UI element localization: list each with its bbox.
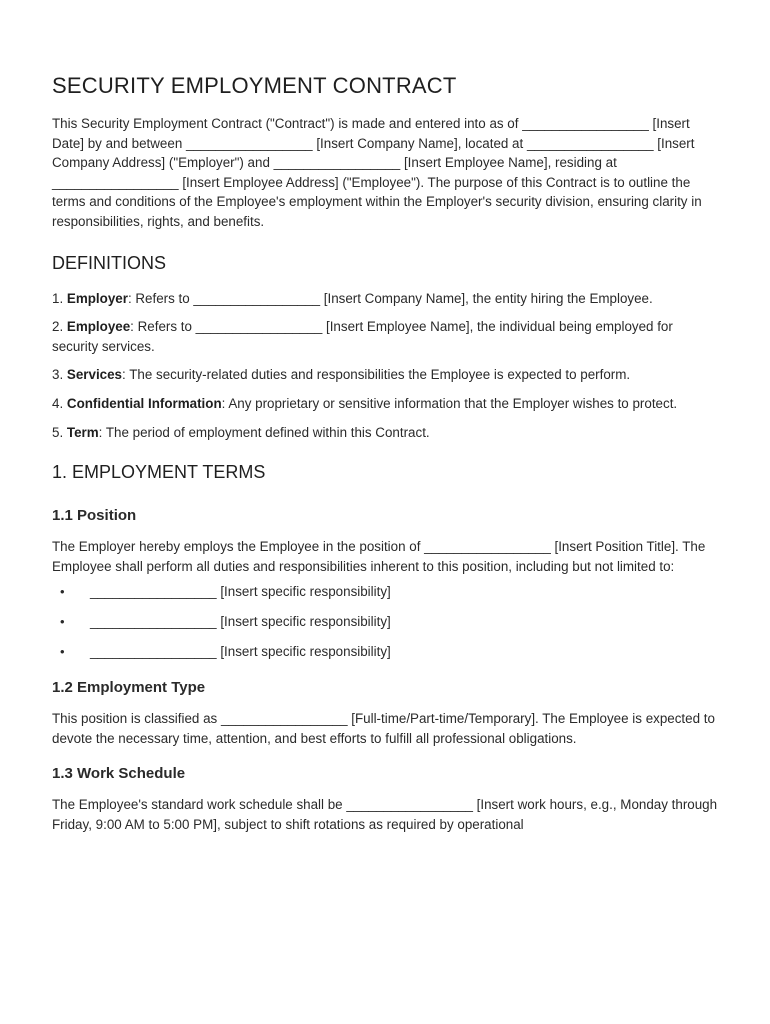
definition-number: 5.: [52, 424, 64, 440]
work-schedule-heading: 1.3 Work Schedule: [52, 765, 186, 783]
definition-item: [52, 365, 720, 385]
definition-term: Term: [66, 424, 99, 440]
intro-paragraph: This Security Employment Contract ("Contract") is made and entered into as of _________________ [Insert Date] by and between _________________ [Insert Company Name], located at _________________ [Insert Company Address] ("Employer") and _________________ [Insert Employee Name], residing at _________________ [Insert Employee Address] ("Employee"). The purpose of this Contract is to outline the terms and conditions of the Employee's employment within the Employer's security division, ensuring clarity in responsibilities, rights, and benefits.: [52, 116, 702, 229]
definition-number: 2.: [52, 319, 64, 335]
definition-item: [52, 423, 720, 443]
definition-text: : The security-related duties and responsibilities the Employee is expected to perform.: [122, 367, 631, 383]
employment-type-paragraph: This position is classified as _________________ [Full-time/Part-time/Temporary]. The Employee is expected to devote the necessary time, attention, and best efforts to fulfill all professional obligations.: [52, 711, 715, 746]
definition-number: 4.: [52, 395, 64, 411]
responsibility-text: _________________ [Insert specific responsibility]: [90, 613, 391, 629]
definition-term: Services: [66, 367, 123, 383]
definition-text: : Any proprietary or sensitive information that the Employer wishes to protect.: [221, 395, 678, 411]
definition-text: : Refers to _________________ [Insert Company Name], the entity hiring the Employee.: [127, 290, 653, 306]
definition-item: [52, 289, 720, 309]
list-item: [52, 612, 720, 632]
employment-terms-section: [52, 460, 720, 834]
definition-text: : Refers to _________________ [Insert Employee Name], the individual being employed for security services.: [52, 319, 673, 354]
work-schedule-subsection: [52, 764, 720, 834]
definition-term: Employer: [66, 290, 128, 306]
definitions-heading: DEFINITIONS: [52, 252, 167, 273]
definition-number: 3.: [52, 367, 64, 383]
definition-term: Employee: [66, 319, 131, 335]
document-title: SECURITY EMPLOYMENT CONTRACT: [52, 73, 457, 98]
definition-number: 1.: [52, 290, 64, 306]
list-item: [52, 582, 720, 602]
work-schedule-paragraph: The Employee's standard work schedule shall be _________________ [Insert work hours, e.g., Monday through Friday, 9:00 AM to 5:00 PM], subject to shift rotations as required by operational: [52, 797, 718, 832]
bullet-icon: •: [60, 584, 65, 600]
definition-item: [52, 394, 720, 414]
position-paragraph: The Employer hereby employs the Employee in the position of _________________ [Insert Position Title]. The Employee shall perform all duties and responsibilities inherent to this position, including but not limited to:: [52, 539, 706, 574]
employment-type-subsection: [52, 678, 720, 748]
bullet-icon: •: [60, 643, 65, 659]
employment-type-heading: 1.2 Employment Type: [52, 679, 206, 697]
definition-item: [52, 317, 720, 356]
employment-terms-heading: 1. EMPLOYMENT TERMS: [52, 462, 266, 483]
definitions-section: [52, 251, 720, 443]
definition-text: : The period of employment defined within this Contract.: [98, 424, 430, 440]
definition-term: Confidential Information: [66, 395, 222, 411]
responsibility-list: [52, 582, 720, 661]
list-item: [52, 642, 720, 662]
position-subsection: [52, 506, 720, 661]
document-body: [52, 72, 720, 840]
bullet-icon: •: [60, 613, 65, 629]
responsibility-text: _________________ [Insert specific responsibility]: [90, 643, 391, 659]
responsibility-text: _________________ [Insert specific responsibility]: [90, 584, 391, 600]
position-heading: 1.1 Position: [52, 507, 137, 525]
